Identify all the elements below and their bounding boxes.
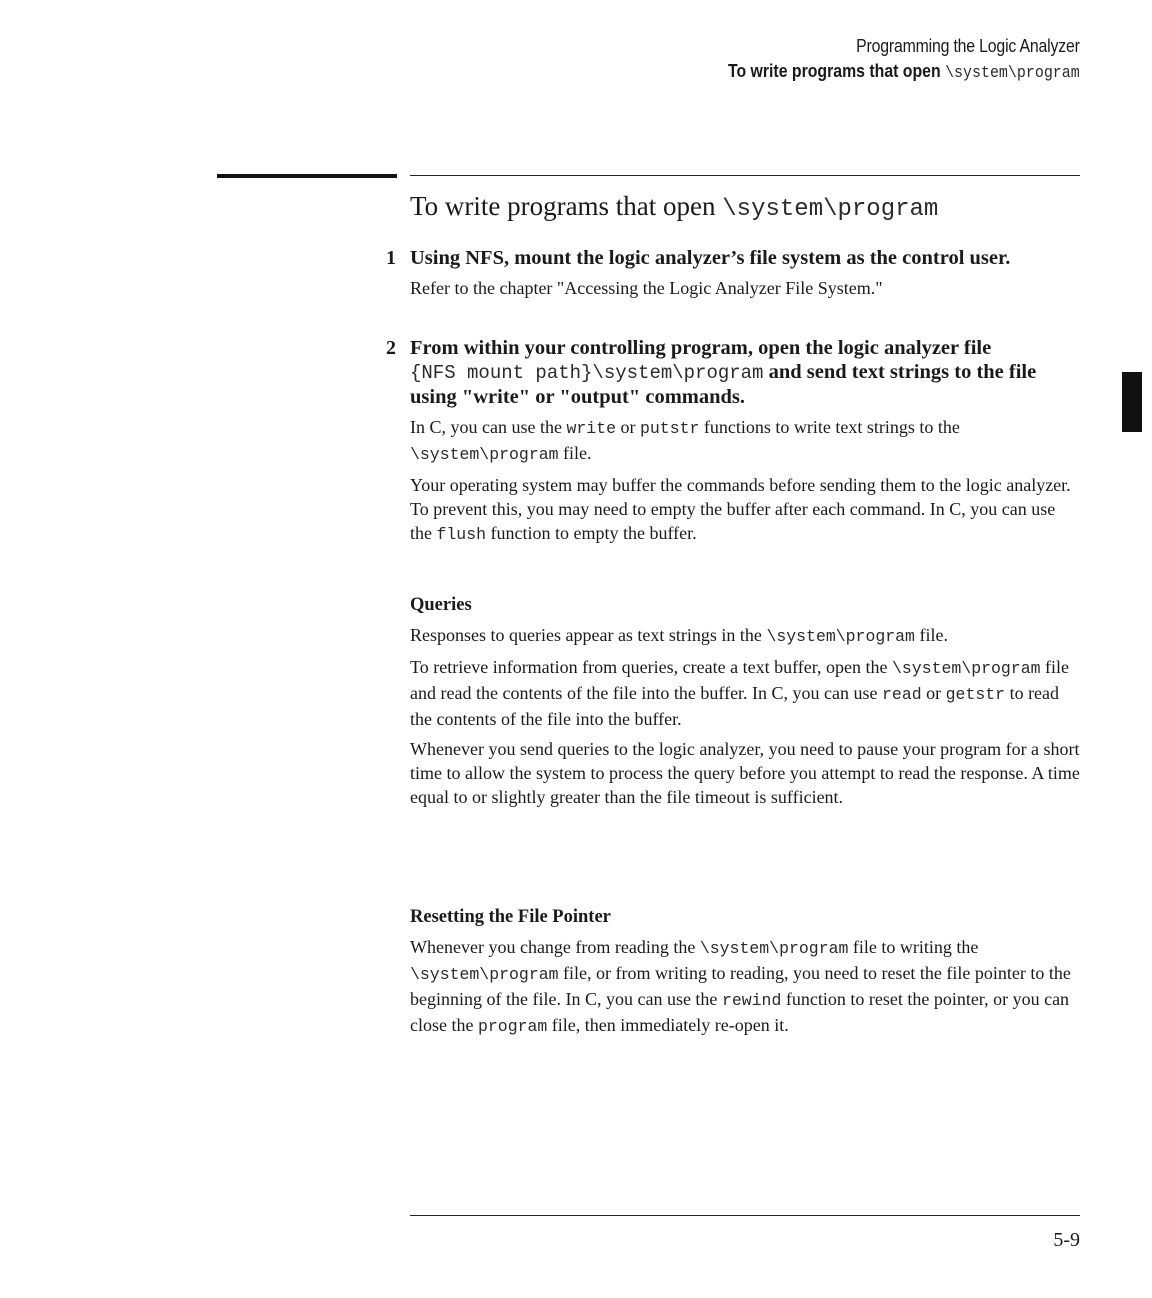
page-number: 5-9 — [1053, 1229, 1080, 1251]
running-header — [680, 34, 1080, 87]
step-2-p2-text-b: function to empty the buffer. — [490, 523, 697, 543]
queries-p2-or: or — [926, 683, 942, 703]
resetting-path-1: \system\program — [699, 939, 849, 958]
step-1-title: Using NFS, mount the logic analyzer’s file system as the control user. — [410, 247, 1011, 269]
running-header-section — [728, 58, 1080, 87]
queries-p2-path: \system\program — [891, 659, 1041, 678]
queries-p2-getstr: getstr — [945, 685, 1006, 704]
section-rule-thin — [410, 175, 1080, 176]
resetting-text-c: file, or from writing to reading, you need to reset the file pointer to the beginning of the file. In C, you can use the — [410, 963, 1071, 1009]
queries-p1-text-b: file. — [919, 625, 948, 645]
resetting-heading: Resetting the File Pointer — [410, 907, 611, 927]
resetting-text-e: file, then immediately re-open it. — [551, 1015, 789, 1035]
step-2-paragraph-1 — [410, 415, 1080, 467]
resetting-section — [410, 905, 1080, 1039]
resetting-text-a: Whenever you change from reading the — [410, 937, 696, 957]
queries-heading: Queries — [410, 595, 472, 615]
page-title-path: \system\program — [722, 196, 939, 223]
section-rule-thick — [217, 174, 397, 178]
queries-paragraph-1 — [410, 623, 1080, 649]
step-1-number: 1 — [386, 247, 396, 269]
step-2-p1-text-a: In C, you can use the — [410, 417, 562, 437]
step-2-paragraph-2 — [410, 473, 1080, 547]
step-2-title-part-b: and send text strings to the file using "write" or "output" commands. — [410, 361, 1037, 408]
step-2-p2-text-a: Your operating system may buffer the commands before sending them to the logic analyzer. To prevent this, you may need to empty the buffer after each command. In C, you can use the — [410, 475, 1071, 543]
queries-paragraph-2 — [410, 655, 1080, 731]
step-2-title-part-a: From within your controlling program, open the logic analyzer file — [410, 337, 992, 359]
step-2-p1-text-b: functions to write text strings to the — [703, 417, 960, 437]
step-2-p1-putstr: putstr — [639, 419, 700, 438]
queries-p2-read: read — [882, 685, 922, 704]
step-2 — [386, 336, 1080, 547]
queries-p1-path: \system\program — [766, 627, 915, 646]
step-2-p1-write: write — [566, 419, 616, 438]
resetting-program: program — [477, 1017, 548, 1036]
queries-section — [410, 593, 1080, 809]
step-2-title-path: {NFS mount path}\system\program — [410, 362, 764, 384]
queries-p2-text-c: to read the contents of the file into the buffer. — [410, 683, 1060, 729]
step-2-p1-or: or — [620, 417, 636, 437]
running-header-chapter: Programming the Logic Analyzer — [856, 36, 1080, 56]
step-2-title — [410, 336, 1080, 409]
resetting-rewind: rewind — [721, 991, 782, 1010]
queries-p2-text-a: To retrieve information from queries, create a text buffer, open the — [410, 657, 888, 677]
step-2-p1-text-c: file. — [563, 443, 592, 463]
step-2-p1-path: \system\program — [410, 445, 559, 464]
resetting-text-b: file to writing the — [852, 937, 979, 957]
footer-rule — [410, 1215, 1080, 1216]
chapter-thumb-tab — [1122, 372, 1142, 432]
step-1-paragraph: Refer to the chapter "Accessing the Logic Analyzer File System." — [410, 278, 883, 298]
queries-p2-text-b: file and read the contents of the file into the buffer. In C, you can use — [410, 657, 1070, 703]
page-title — [410, 188, 938, 228]
running-header-section-path: \system\program — [945, 64, 1080, 83]
resetting-text-d: function to reset the pointer, or you can close the — [410, 989, 1070, 1035]
resetting-path-2: \system\program — [410, 965, 559, 984]
queries-paragraph-3: Whenever you send queries to the logic analyzer, you need to pause your program for a short time to allow the system to process the query before you attempt to read the response. A time equal to or slightly greater than the file timeout is sufficient. — [410, 739, 1080, 807]
step-2-number: 2 — [386, 337, 396, 359]
resetting-paragraph — [410, 935, 1080, 1039]
step-2-p2-flush: flush — [436, 525, 487, 544]
step-1 — [386, 246, 1080, 300]
queries-p1-text-a: Responses to queries appear as text strings in the — [410, 625, 762, 645]
page-title-text: To write programs that open — [410, 191, 716, 221]
running-header-section-text: To write programs that open — [728, 61, 941, 81]
